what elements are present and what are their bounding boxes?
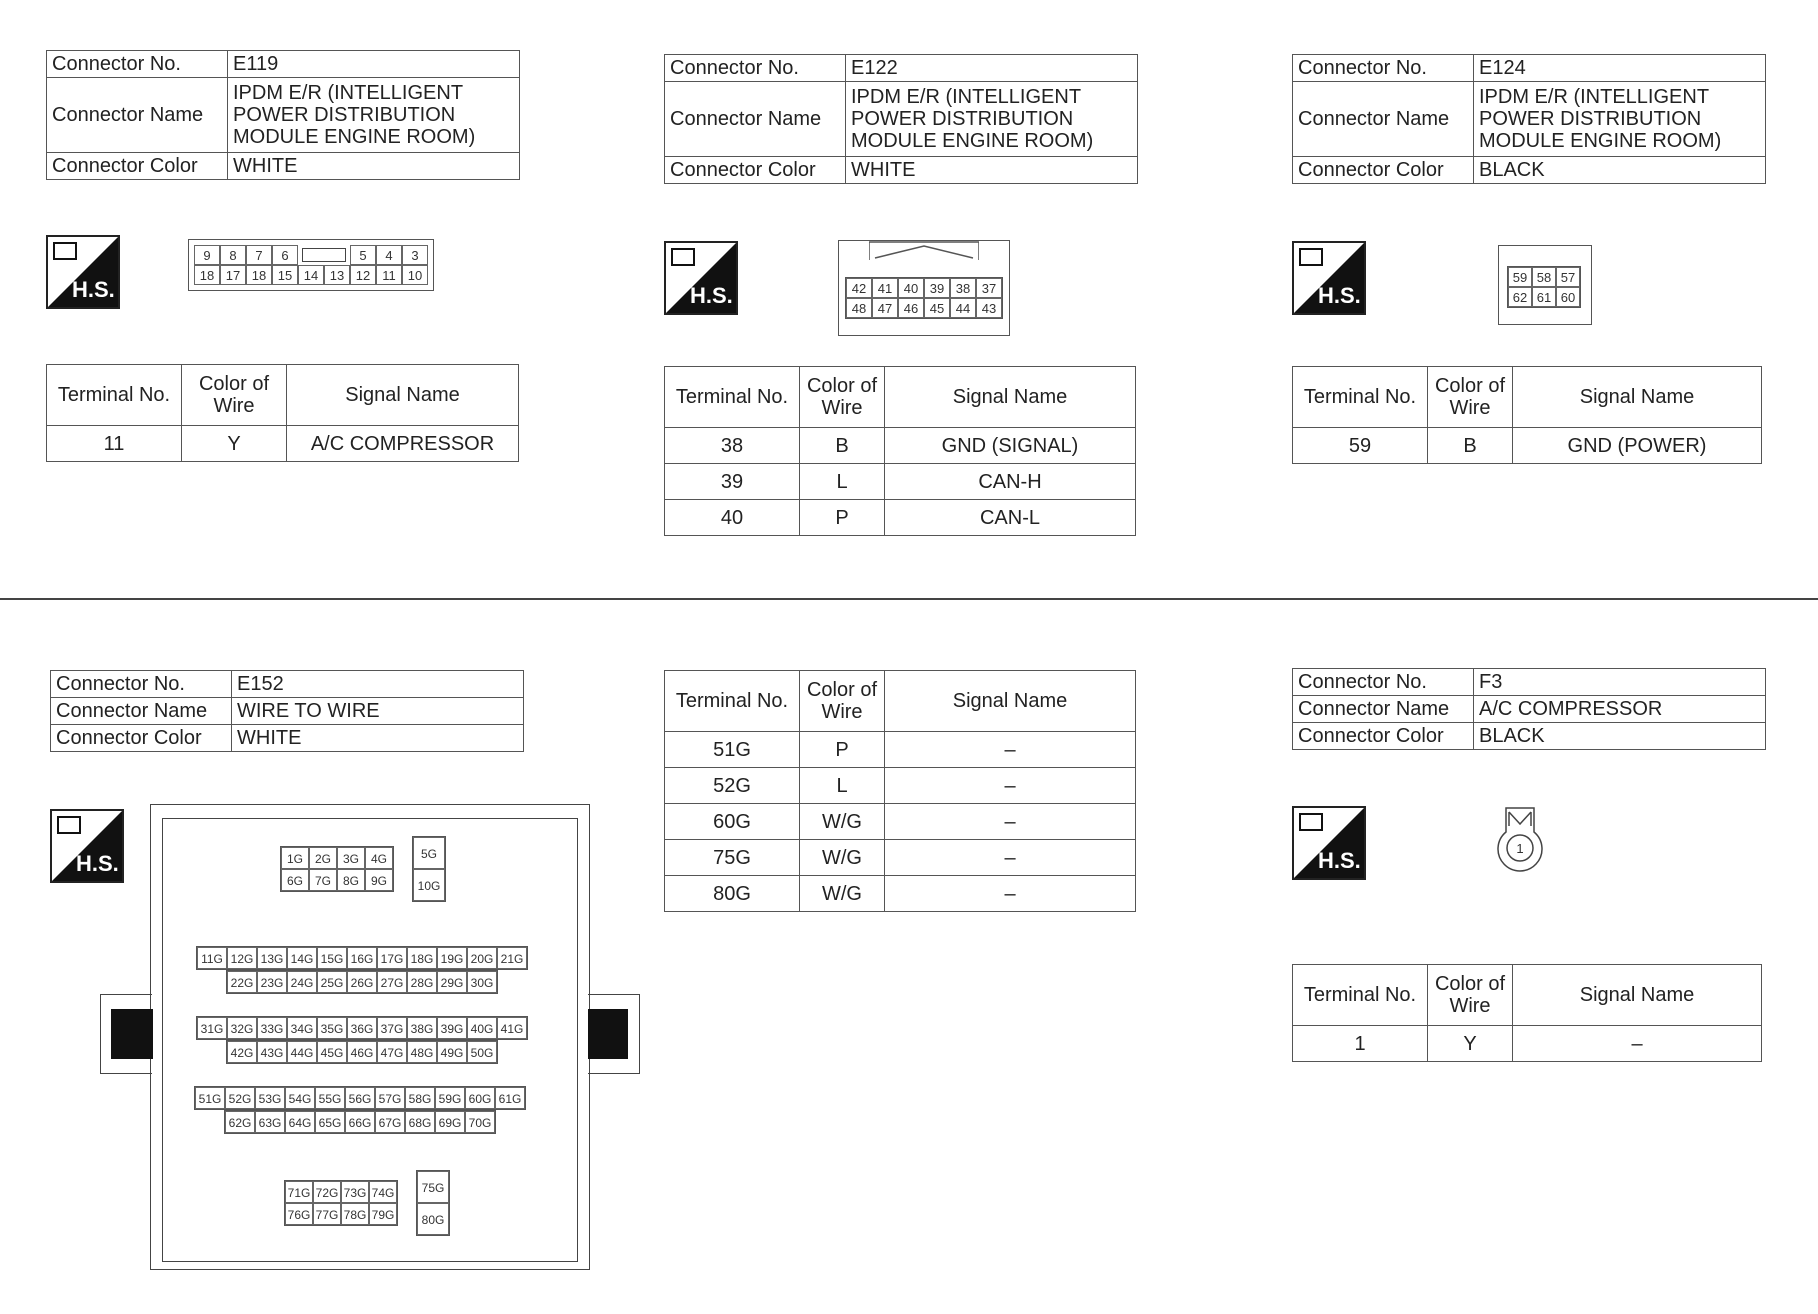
- pin: 17: [220, 265, 246, 285]
- pin: 40G: [467, 1017, 497, 1039]
- pin: 8G: [337, 869, 365, 891]
- pin: 77G: [313, 1203, 341, 1225]
- pin: 32G: [227, 1017, 257, 1039]
- pin: 18G: [407, 947, 437, 969]
- connector-name-value: WIRE TO WIRE: [232, 698, 524, 725]
- pin: 51G: [195, 1087, 225, 1109]
- pin: 48G: [407, 1041, 437, 1063]
- pin: 15: [272, 265, 298, 285]
- pin: 60: [1556, 287, 1580, 307]
- pin: 39G: [437, 1017, 467, 1039]
- pin: 47: [872, 298, 898, 318]
- pin: 55G: [315, 1087, 345, 1109]
- color-of-wire-header: Color of Wire: [800, 671, 885, 732]
- pin: 61: [1532, 287, 1556, 307]
- e119-connector-face: [188, 239, 434, 291]
- signal-name-header: Signal Name: [885, 367, 1136, 428]
- table-row: 38 B GND (SIGNAL): [665, 428, 1136, 464]
- pin: 34G: [287, 1017, 317, 1039]
- connector-no-value: E119: [228, 51, 520, 78]
- pin: 67G: [375, 1111, 405, 1133]
- connector-color-label: Connector Color: [1293, 723, 1474, 750]
- pin: 26G: [347, 971, 377, 993]
- pin: 75G: [417, 1171, 449, 1203]
- hs-label: H.S.: [1318, 283, 1361, 308]
- pin: 21G: [497, 947, 527, 969]
- pin: 13: [324, 265, 350, 285]
- connector-name-label: Connector Name: [51, 698, 232, 725]
- pin: 36G: [347, 1017, 377, 1039]
- pin: 45: [924, 298, 950, 318]
- connector-name-label: Connector Name: [47, 78, 228, 153]
- pin: 43: [976, 298, 1002, 318]
- e122-terminal-table: [664, 366, 1136, 536]
- pin: 30G: [467, 971, 497, 993]
- pin: 11: [376, 265, 402, 285]
- connector-name-label: Connector Name: [665, 82, 846, 157]
- pin: 29G: [437, 971, 467, 993]
- pin: 41: [872, 278, 898, 298]
- pin: 42: [846, 278, 872, 298]
- table-row: 52G L –: [665, 768, 1136, 804]
- pin: 1G: [281, 847, 309, 869]
- terminal-no-header: Terminal No.: [1293, 965, 1428, 1026]
- pin: 24G: [287, 971, 317, 993]
- connector-color-value: WHITE: [228, 153, 520, 180]
- table-row: 39 L CAN-H: [665, 464, 1136, 500]
- connector-color-label: Connector Color: [47, 153, 228, 180]
- latch-icon: [869, 240, 979, 266]
- pin: 23G: [257, 971, 287, 993]
- e122-info-table: [664, 54, 1138, 184]
- pin: 69G: [435, 1111, 465, 1133]
- key-slot: [298, 245, 350, 265]
- pin: 11G: [197, 947, 227, 969]
- e124-connector-face: [1498, 245, 1592, 325]
- connector-no-value: E124: [1474, 55, 1766, 82]
- pin: 74G: [369, 1181, 397, 1203]
- pin: 8: [220, 245, 246, 265]
- connector-no-label: Connector No.: [665, 55, 846, 82]
- e119-info-table: [46, 50, 520, 180]
- pin: 43G: [257, 1041, 287, 1063]
- pin: 58: [1532, 267, 1556, 287]
- table-row: 75G W/G –: [665, 840, 1136, 876]
- e124-terminal-table: [1292, 366, 1762, 464]
- terminal-no-header: Terminal No.: [1293, 367, 1428, 428]
- color-of-wire-header: Color of Wire: [1428, 367, 1513, 428]
- e152-connector-face: [100, 804, 640, 1272]
- pin: 27G: [377, 971, 407, 993]
- pin: 46: [898, 298, 924, 318]
- pin: 37G: [377, 1017, 407, 1039]
- pin: 33G: [257, 1017, 287, 1039]
- connector-color-value: BLACK: [1474, 723, 1766, 750]
- pin: 25G: [317, 971, 347, 993]
- connector-color-label: Connector Color: [51, 725, 232, 752]
- pin: 37: [976, 278, 1002, 298]
- pin: 6: [272, 245, 298, 265]
- pin: 5G: [413, 837, 445, 869]
- terminal-no-header: Terminal No.: [665, 671, 800, 732]
- hs-label: H.S.: [76, 851, 119, 876]
- table-row: 40 P CAN-L: [665, 500, 1136, 536]
- connector-no-label: Connector No.: [51, 671, 232, 698]
- pin: 46G: [347, 1041, 377, 1063]
- connector-name-value: IPDM E/R (INTELLIGENT POWER DISTRIBUTION MODULE ENGINE ROOM): [1474, 82, 1766, 157]
- pin: 80G: [417, 1203, 449, 1235]
- pin: 18: [246, 265, 272, 285]
- pin: 49G: [437, 1041, 467, 1063]
- hs-label: H.S.: [1318, 848, 1361, 873]
- connector-no-label: Connector No.: [1293, 55, 1474, 82]
- pin: 13G: [257, 947, 287, 969]
- e122-connector-face: [838, 240, 1010, 336]
- pin: 12G: [227, 947, 257, 969]
- connector-no-value: E152: [232, 671, 524, 698]
- table-row: 11 Y A/C COMPRESSOR: [47, 426, 519, 462]
- hs-label: H.S.: [72, 277, 115, 302]
- pin: 38G: [407, 1017, 437, 1039]
- pin: 35G: [317, 1017, 347, 1039]
- pin: 9G: [365, 869, 393, 891]
- harness-side-icon: [46, 235, 120, 309]
- pin: 48: [846, 298, 872, 318]
- pin: 3G: [337, 847, 365, 869]
- pin: 14G: [287, 947, 317, 969]
- right-latch: [588, 994, 640, 1074]
- pin: 50G: [467, 1041, 497, 1063]
- pin: 44G: [287, 1041, 317, 1063]
- e119-terminal-table: [46, 364, 519, 462]
- pin: 64G: [285, 1111, 315, 1133]
- table-row: 80G W/G –: [665, 876, 1136, 912]
- pin: 31G: [197, 1017, 227, 1039]
- connector-name-value: IPDM E/R (INTELLIGENT POWER DISTRIBUTION MODULE ENGINE ROOM): [228, 78, 520, 153]
- pin: 60G: [465, 1087, 495, 1109]
- pin: 10G: [413, 869, 445, 901]
- signal-name-header: Signal Name: [1513, 965, 1762, 1026]
- connector-name-label: Connector Name: [1293, 696, 1474, 723]
- table-row: 51G P –: [665, 732, 1136, 768]
- connector-no-value: E122: [846, 55, 1138, 82]
- pin: 63G: [255, 1111, 285, 1133]
- pin: 76G: [285, 1203, 313, 1225]
- pin: 57G: [375, 1087, 405, 1109]
- pin: 2G: [309, 847, 337, 869]
- f3-terminal-table: [1292, 964, 1762, 1062]
- pin: 19G: [437, 947, 467, 969]
- pin: 53G: [255, 1087, 285, 1109]
- connector-name-value: A/C COMPRESSOR: [1474, 696, 1766, 723]
- pin: 70G: [465, 1111, 495, 1133]
- pin: 16G: [347, 947, 377, 969]
- connector-color-value: WHITE: [232, 725, 524, 752]
- pin: 72G: [313, 1181, 341, 1203]
- table-row: 60G W/G –: [665, 804, 1136, 840]
- left-latch: [100, 994, 152, 1074]
- connector-no-value: F3: [1474, 669, 1766, 696]
- connector-color-label: Connector Color: [1293, 157, 1474, 184]
- pin: 68G: [405, 1111, 435, 1133]
- pin: 47G: [377, 1041, 407, 1063]
- pin: 52G: [225, 1087, 255, 1109]
- f3-info-table: [1292, 668, 1766, 750]
- pin: 12: [350, 265, 376, 285]
- pin: 56G: [345, 1087, 375, 1109]
- pin: 45G: [317, 1041, 347, 1063]
- pin: 15G: [317, 947, 347, 969]
- connector-color-label: Connector Color: [665, 157, 846, 184]
- e124-info-table: [1292, 54, 1766, 184]
- single-pin-connector-icon: [1492, 804, 1548, 876]
- pin: 9: [194, 245, 220, 265]
- pin: 61G: [495, 1087, 525, 1109]
- pin: 58G: [405, 1087, 435, 1109]
- pin: 66G: [345, 1111, 375, 1133]
- pin: 62G: [225, 1111, 255, 1133]
- terminal-no-header: Terminal No.: [47, 365, 182, 426]
- color-of-wire-header: Color of Wire: [1428, 965, 1513, 1026]
- pin: 44: [950, 298, 976, 318]
- connector-name-value: IPDM E/R (INTELLIGENT POWER DISTRIBUTION MODULE ENGINE ROOM): [846, 82, 1138, 157]
- table-row: 59 B GND (POWER): [1293, 428, 1762, 464]
- connector-color-value: BLACK: [1474, 157, 1766, 184]
- pin: 18: [194, 265, 220, 285]
- pin: 59: [1508, 267, 1532, 287]
- pin: 14: [298, 265, 324, 285]
- pin: 79G: [369, 1203, 397, 1225]
- pin: 42G: [227, 1041, 257, 1063]
- signal-name-header: Signal Name: [885, 671, 1136, 732]
- harness-side-icon: [1292, 241, 1366, 315]
- e152-terminal-table: [664, 670, 1136, 912]
- pin: 20G: [467, 947, 497, 969]
- pin: 3: [402, 245, 428, 265]
- pin: 1: [1516, 841, 1524, 856]
- pin: 41G: [497, 1017, 527, 1039]
- pin: 4G: [365, 847, 393, 869]
- section-divider: [0, 598, 1818, 600]
- pin: 7G: [309, 869, 337, 891]
- pin: 22G: [227, 971, 257, 993]
- f3-connector-face: [1492, 804, 1548, 876]
- pin: 59G: [435, 1087, 465, 1109]
- e152-info-table: [50, 670, 524, 752]
- pin: 54G: [285, 1087, 315, 1109]
- harness-side-icon: [1292, 806, 1366, 880]
- connector-color-value: WHITE: [846, 157, 1138, 184]
- connector-no-label: Connector No.: [47, 51, 228, 78]
- pin: 62: [1508, 287, 1532, 307]
- connector-no-label: Connector No.: [1293, 669, 1474, 696]
- pin: 7: [246, 245, 272, 265]
- table-row: 1 Y –: [1293, 1026, 1762, 1062]
- pin: 65G: [315, 1111, 345, 1133]
- pin: 5: [350, 245, 376, 265]
- pin: 6G: [281, 869, 309, 891]
- pin: 28G: [407, 971, 437, 993]
- color-of-wire-header: Color of Wire: [182, 365, 287, 426]
- signal-name-header: Signal Name: [287, 365, 519, 426]
- pin: 40: [898, 278, 924, 298]
- terminal-no-header: Terminal No.: [665, 367, 800, 428]
- pin: 39: [924, 278, 950, 298]
- pin: 17G: [377, 947, 407, 969]
- signal-name-header: Signal Name: [1513, 367, 1762, 428]
- connector-name-label: Connector Name: [1293, 82, 1474, 157]
- pin: 73G: [341, 1181, 369, 1203]
- hs-label: H.S.: [690, 283, 733, 308]
- harness-side-icon: [664, 241, 738, 315]
- pin: 78G: [341, 1203, 369, 1225]
- pin: 71G: [285, 1181, 313, 1203]
- pin: 57: [1556, 267, 1580, 287]
- pin: 38: [950, 278, 976, 298]
- pin: 4: [376, 245, 402, 265]
- pin: 10: [402, 265, 428, 285]
- color-of-wire-header: Color of Wire: [800, 367, 885, 428]
